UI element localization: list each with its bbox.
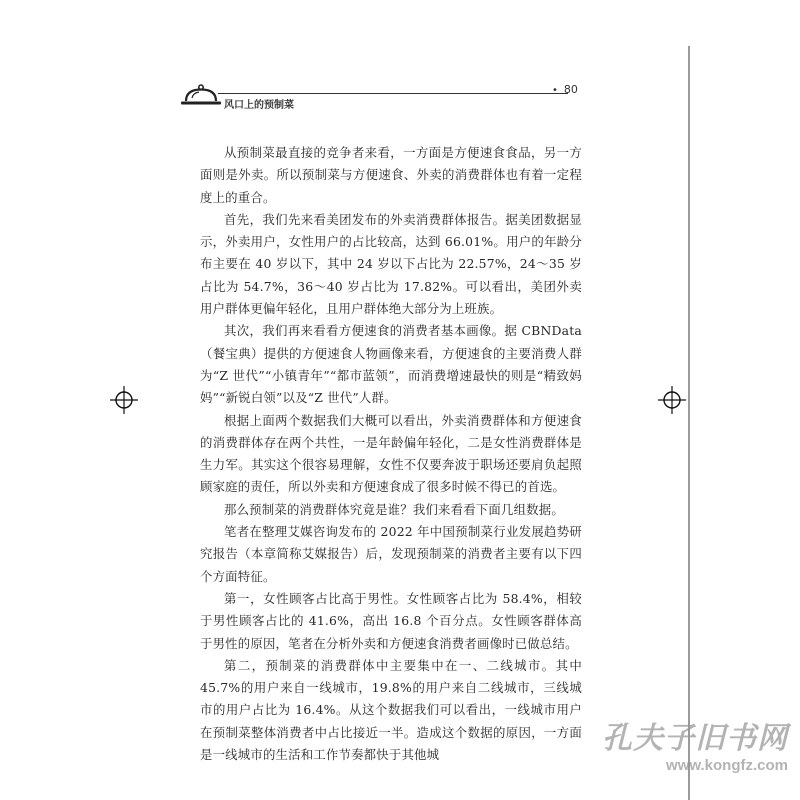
paragraph-4: 根据上面两个数据我们大概可以看出，外卖消费群体和方便速食的消费群体存在两个共性，一是年龄偏年轻化，二是女性消费群体是生力军。其实这个很容易理解，女性不仅要奔波于职场还要肩负起照顾家庭的责任，所以外卖和方便速食成了很多时候不得已的首选。	[200, 412, 582, 495]
registration-mark-icon	[110, 386, 138, 414]
page-number: 80	[563, 83, 578, 96]
paragraph-5: 那么预制菜的消费群体究竟是谁？我们来看看下面几组数据。	[224, 501, 564, 517]
paragraph-6: 笔者在整理艾媒咨询发布的 2022 年中国预制菜行业发展趋势研究报告（本章简称艾媒报告）后，发现预制菜的消费者主要有以下四个方面特征。	[200, 524, 582, 584]
registration-mark-icon	[658, 386, 686, 414]
cloche-icon	[180, 84, 222, 108]
paragraph-2: 首先，我们先来看美团发布的外卖消费群体报告。据美团数据显示，外卖用户，女性用户的占比较高，达到 66.01%。用户的年龄分布主要在 40 岁以下，其中 24 岁以下占比为 22.57%，24～35 岁占比为 54.7%，36～40 岁占比为 17.82%。可以看出，美团外卖用户群体更偏年轻化，且用户群体绝大部分为上班族。	[200, 211, 582, 317]
paragraph-1: 从预制菜最直接的竞争者来看，一方面是方便速食食品，另一方面则是外卖。所以预制菜与方便速食、外卖的消费群体也有着一定程度上的重合。	[200, 145, 582, 205]
watermark-url: www.kongfz.com	[666, 757, 788, 774]
watermark-text: 孔夫子旧书网	[602, 721, 788, 756]
body-text	[200, 142, 582, 766]
paragraph-8: 第二，预制菜的消费群体中主要集中在一、二线城市。其中 45.7%的用户来自一线城市，19.8%的用户来自二线城市，三线城市的用户占比为 16.4%。从这个数据我们可以看出，一线城市用户在预制菜整体消费者中占比接近一半。造成这个数据的原因，一方面是一线城市的生活和工作节奏都快于其他城	[200, 657, 582, 763]
watermark	[598, 722, 788, 786]
running-header	[178, 80, 578, 112]
header-rule	[218, 93, 568, 94]
page-number-group	[552, 83, 578, 96]
bullet-dot: •	[552, 85, 558, 96]
paragraph-3: 其次，我们再来看看方便速食的消费者基本画像。据 CBNData（餐宝典）提供的方便速食人物画像来看，方便速食的主要消费人群为“Z 世代”“小镇青年”“都市蓝领”，而消费增速最快的则是“精致妈妈”“新锐白领”以及“Z 世代”人群。	[200, 323, 582, 406]
page-edge-rule	[688, 46, 690, 800]
paragraph-7: 第一，女性顾客占比高于男性。女性顾客占比为 58.4%，相较于男性顾客占比的 41.6%，高出 16.8 个百分点。女性顾客群体高于男性的原因，笔者在分析外卖和方便速食消费者画像时已做总结。	[200, 590, 582, 651]
book-title: 风口上的预制菜	[224, 100, 294, 111]
